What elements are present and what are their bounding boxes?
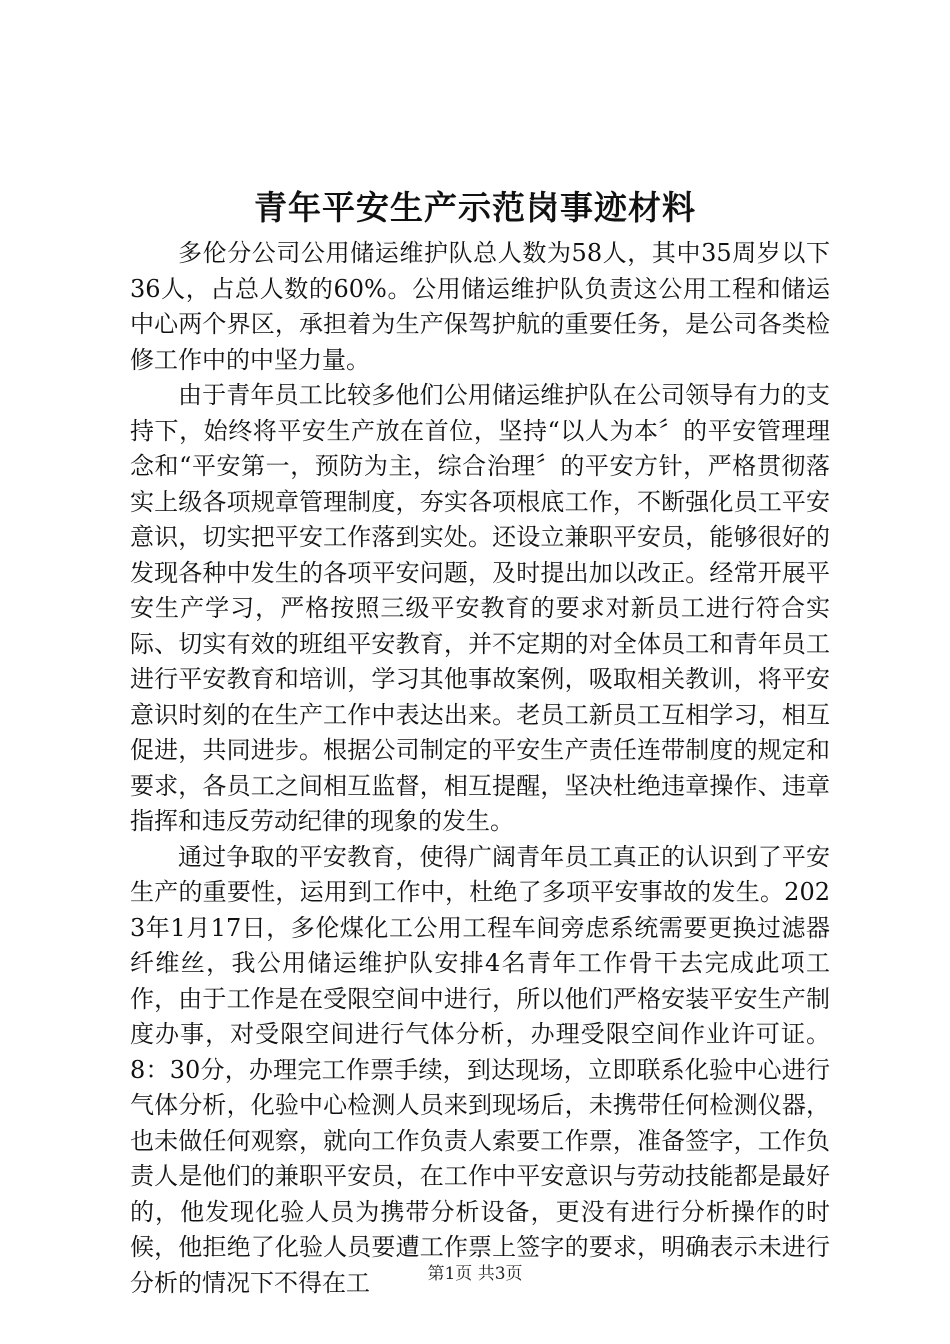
paragraph-2: 由于青年员工比较多他们公用储运维护队在公司领导有力的支持下，始终将平安生产放在首位，坚持“以人为本〞的平安管理理念和“平安第一，预防为主，综合治理〞的平安方针，严格贯彻落实上级各项规章管理制度，夯实各项根底工作，不断强化员工平安意识，切实把平安工作落到实处。还设立兼职平安员，能够很好的发现各种中发生的各项平安问题，及时提出加以改正。经常开展平安生产学习，严格按照三级平安教育的要求对新员工进行符合实际、切实有效的班组平安教育，并不定期的对全体员工和青年员工进行平安教育和培训，学习其他事故案例，吸取相关教训，将平安意识时刻的在生产工作中表达出来。老员工新员工互相学习，相互促进，共同进步。根据公司制定的平安生产责任连带制度的规定和要求，各员工之间相互监督，相互提醒，坚决杜绝违章操作、违章指挥和违反劳动纪律的现象的发生。 bbox=[130, 381, 830, 835]
document-body bbox=[130, 236, 830, 1301]
page-title: 青年平安生产示范岗事迹材料 bbox=[254, 188, 696, 227]
paragraph-1: 多伦分公司公用储运维护队总人数为58人，其中35周岁以下36人，占总人数的60%。公用储运维护队负责这公用工程和储运中心两个界区，承担着为生产保驾护航的重要任务，是公司各类检修工作中的中坚力量。 bbox=[130, 239, 830, 374]
paragraph-3: 通过争取的平安教育，使得广阔青年员工真正的认识到了平安生产的重要性，运用到工作中，杜绝了多项平安事故的发生。2023年1月17日，多伦煤化工公用工程车间旁虑系统需要更换过滤器纤维丝，我公用储运维护队安排4名青年工作骨干去完成此项工作，由于工作是在受限空间中进行，所以他们严格安装平安生产制度办事，对受限空间进行气体分析，办理受限空间作业许可证。8：30分，办理完工作票手续，到达现场，立即联系化验中心进行气体分析，化验中心检测人员来到现场后，未携带任何检测仪器，也未做任何观察，就向工作负责人索要工作票，准备签字，工作负责人是他们的兼职平安员，在工作中平安意识与劳动技能都是最好的，他发现化验人员为携带分析设备，更没有进行分析操作的时候，他拒绝了化验人员要遭工作票上签字的要求，明确表示未进行分析的情况下不得在工 bbox=[130, 842, 830, 1297]
page-footer: 第1页 共3页 bbox=[427, 1264, 523, 1284]
